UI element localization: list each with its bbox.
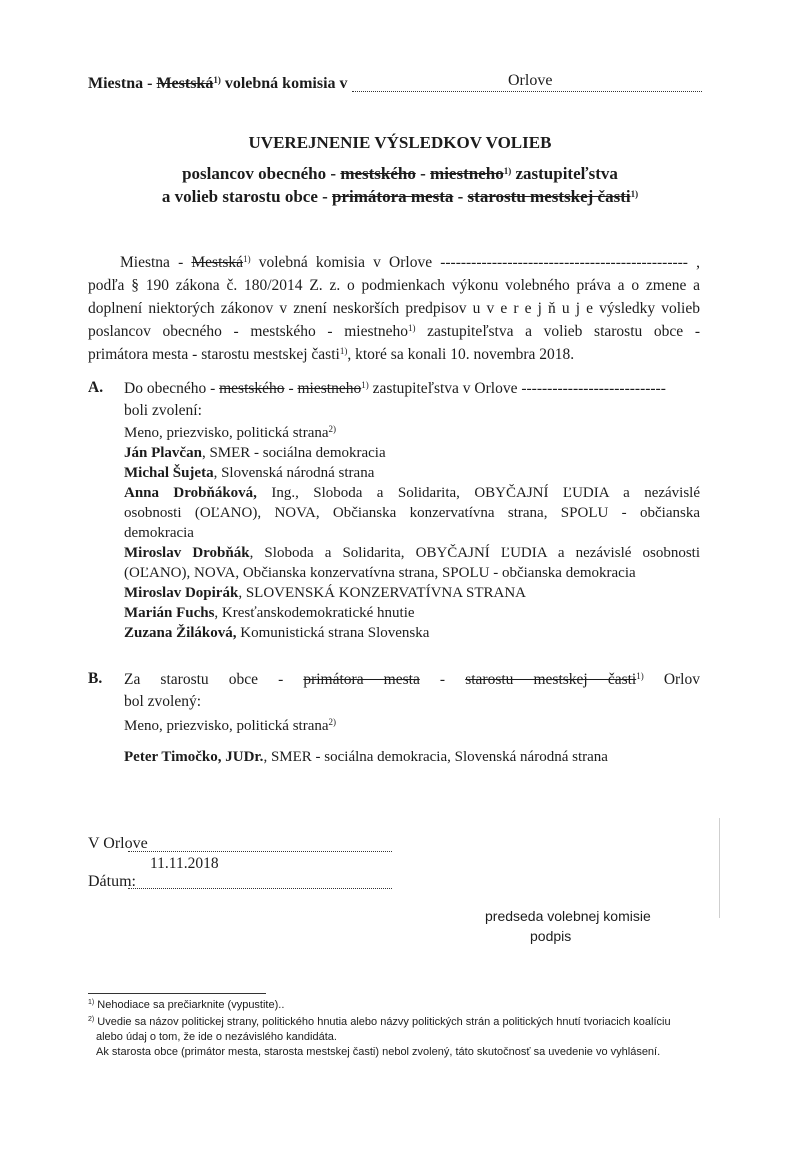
commission-prefix: Miestna - [88,75,157,92]
footnote-ref: 1) [213,75,221,85]
intro-text: doplnení niektorých zákonov v znení neskorších predpisov [88,300,473,317]
elected-mayor [124,747,700,767]
mayor-party: , SMER - sociálna demokracia, Slovenská národná strana [263,749,608,765]
footnote-divider [88,993,266,994]
scan-edge-line [719,818,720,918]
section-text: Do obecného - [124,380,220,397]
struck-word: mestského [340,164,416,183]
section-a-letter: A. [88,379,104,396]
intro-line-2: podľa § 190 zákona č. 180/2014 Z. z. o podmienkach výkonu volebného práva a o zmene a [88,277,700,294]
footnote-2 [88,1015,713,1030]
intro-text: , ktoré sa konali 10. novembra 2018. [347,346,575,363]
title-text: - [415,164,431,183]
list-item [124,443,700,463]
footnote-ref: 1) [630,189,639,199]
title-line-3 [0,187,800,207]
header-town: Orlove [508,72,553,89]
section-text: zastupiteľstva v Orlove ---------------------------- [368,380,666,397]
title-text: a volieb starostu obce - [161,187,333,206]
footnote-ref: 1) [361,380,369,390]
footnote-ref: 2) [328,717,337,727]
list-item-continuation: (OĽANO), NOVA, Občianska konzervatívna strana, SPOLU - občianska demokracia [124,565,636,581]
struck-word: Mestská [191,254,244,271]
section-text: Za starostu obce - [124,671,304,688]
footnote-ref: 1) [339,346,348,356]
list-item [124,463,700,483]
struck-word: miestneho [297,380,362,397]
signature-role: predseda volebnej komisie [485,908,651,924]
struck-word: Mestská [156,75,214,92]
intro-text: zastupiteľstva a volieb starostu obce - [415,323,700,340]
list-item [124,603,700,623]
section-text: Orlov [643,671,700,688]
list-item [124,583,700,603]
place-label: V Orlove [88,835,148,852]
mayor-name: Peter Timočko, JUDr. [124,749,264,765]
struck-word: primátora mesta [332,187,454,206]
struck-word: primátora mesta [303,671,420,688]
list-item [124,623,700,643]
member-name: Miroslav Dopirák [124,585,239,601]
title-line-2 [0,164,800,184]
footnote-2-continuation: alebo údaj o tom, že ide o nezávislého kandidáta. [96,1031,337,1043]
list-item [124,483,700,503]
struck-word: mestského [219,380,285,397]
member-name: Marián Fuchs [124,605,215,621]
intro-text: poslancov obecného - mestského - miestneho [88,323,408,340]
member-party: , Sloboda a Solidarita, OBYČAJNÍ ĽUDIA a nezávislé osobnosti [249,545,701,561]
struck-word: miestneho [430,164,504,183]
intro-text: volebná komisia v Orlove ------------------------------------------------ , [250,254,700,271]
member-name: Michal Šujeta [124,465,214,481]
member-party: Komunistická strana Slovenska [236,625,430,641]
dotted-line [128,888,392,889]
list-item-continuation: osobnosti (OĽANO), NOVA, Občianska konzervatívna strana, SPOLU - občianska [124,505,700,521]
commission-header [88,75,348,93]
intro-line-3 [88,298,700,320]
footnote-mark: 1) [88,999,95,1006]
document-title: UVEREJNENIE VÝSLEDKOV VOLIEB [248,133,552,152]
member-name: Zuzana Žiláková, [124,625,237,641]
member-party: , SLOVENSKÁ KONZERVATÍVNA STRANA [238,585,527,601]
section-b-letter: B. [88,670,103,687]
dotted-line [128,851,392,852]
section-b-line-2: bol zvolený: [124,693,202,710]
list-item-continuation: demokracia [124,525,194,541]
title-text: - [453,187,468,206]
member-party: , Slovenská národná strana [213,465,375,481]
footnote-text: Uvedie sa názov politickej strany, politického hnutia alebo názvy politických strán a politických hnutí tvoriacich koalíciu [97,1016,671,1028]
intro-text: primátora mesta - starostu mestskej časti [88,346,340,363]
footnote-ref: 2) [328,424,337,434]
date-value: 11.11.2018 [150,855,219,872]
title-text: poslancov obecného - [182,164,341,183]
intro-text: výsledky volieb [593,300,700,317]
footnote-3: Ak starosta obce (primátor mesta, starosta mestskej časti) nebol zvolený, táto skutočnosť sa uvedenie vo vyhlásení. [96,1046,661,1058]
intro-line-1 [88,252,700,274]
member-name: Ján Plavčan [124,445,202,461]
dotted-line [352,91,702,92]
intro-keyword: u v e r e j ň u j e [472,300,594,317]
intro-line-5 [88,344,700,366]
struck-word: starostu mestskej časti [465,671,637,688]
date-label: Dátum: [88,873,136,890]
footnote-ref: 1) [636,671,644,681]
list-header-text: Meno, priezvisko, politická strana [124,718,329,734]
section-b-line-1 [124,669,700,691]
footnote-ref: 1) [407,323,416,333]
footnote-ref: 1) [503,166,512,176]
member-party: Ing., Sloboda a Solidarita, OBYČAJNÍ ĽUDIA a nezávislé [256,485,700,501]
intro-line-4 [88,321,700,343]
section-text: - [284,380,298,397]
section-a-line-2: boli zvolení: [124,402,202,419]
struck-word: starostu mestskej časti [467,187,631,206]
section-a-list-header [124,423,700,443]
member-name: Anna Drobňáková, [124,485,257,501]
member-party: , Kresťanskodemokratické hnutie [214,605,415,621]
member-party: , SMER - sociálna demokracia [201,445,386,461]
footnote-mark: 2) [88,1016,95,1023]
list-item [124,543,700,563]
signature-label: podpis [530,928,572,944]
footnote-ref: 1) [243,254,251,264]
list-header-text: Meno, priezvisko, politická strana [124,425,329,441]
commission-suffix: volebná komisia v [220,75,348,92]
title-text: zastupiteľstva [511,164,618,183]
intro-text: Miestna - [120,254,192,271]
footnote-text: Nehodiace sa prečiarknite (vypustite).. [97,999,285,1011]
section-b-list-header [124,716,700,736]
section-a-line-1 [124,378,700,400]
section-text: - [419,671,466,688]
footnote-1 [88,998,713,1013]
member-name: Miroslav Drobňák [124,545,250,561]
